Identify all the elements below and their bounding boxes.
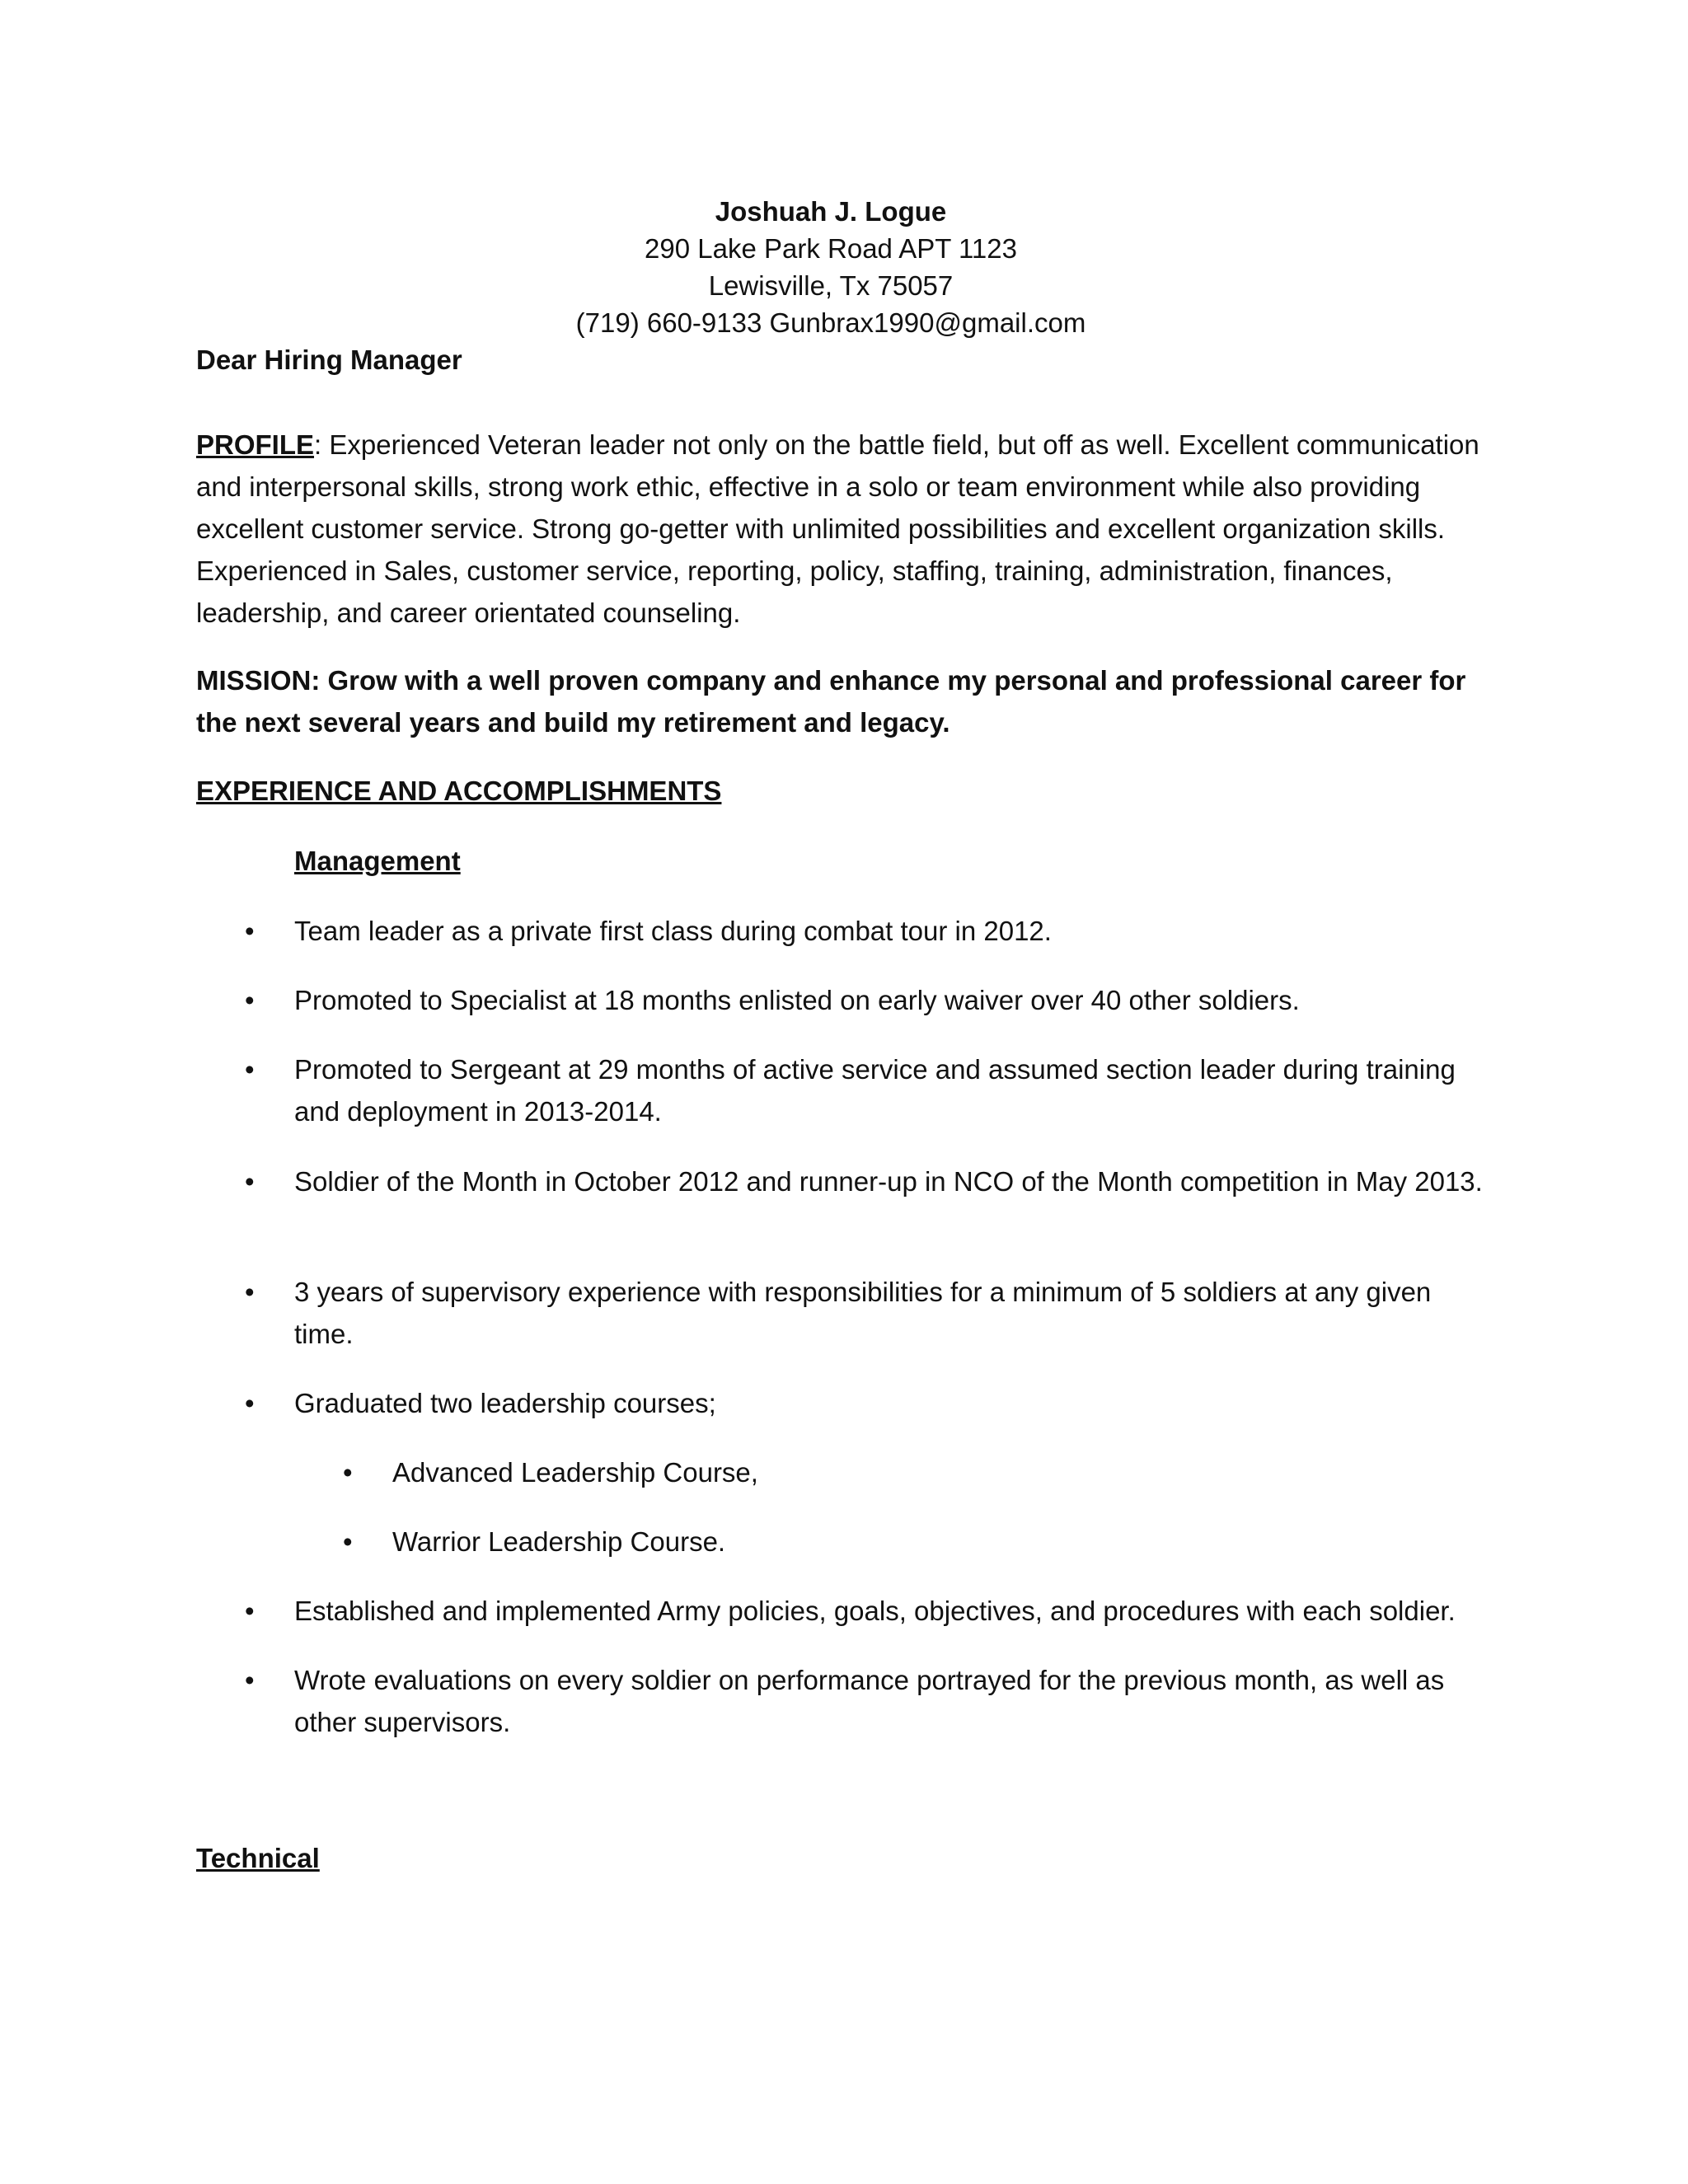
bullet-marker: •	[245, 916, 255, 946]
contact-line: (719) 660-9133 Gunbrax1990@gmail.com	[575, 307, 1086, 338]
sub-list-item	[343, 1451, 1489, 1493]
bullet-marker: •	[343, 1457, 353, 1488]
list-item-text: Promoted to Sergeant at 29 months of active service and assumed section leader during training and deployment in 2013-2014.	[294, 1054, 1456, 1127]
bullet-marker: •	[245, 1054, 255, 1085]
profile-paragraph	[196, 424, 1482, 634]
list-item	[245, 1659, 1489, 1743]
technical-heading: Technical	[196, 1843, 320, 1873]
list-item	[245, 1271, 1489, 1355]
list-item	[245, 979, 1489, 1021]
address-line-1: 290 Lake Park Road APT 1123	[645, 233, 1017, 264]
sub-list-item-text: Warrior Leadership Course.	[392, 1526, 726, 1557]
list-item-text: Soldier of the Month in October 2012 and runner-up in NCO of the Month competition in May 2013.	[294, 1166, 1483, 1197]
bullet-marker: •	[245, 1166, 255, 1197]
management-heading: Management	[294, 846, 461, 876]
bullet-marker: •	[245, 1388, 255, 1418]
list-item	[245, 910, 1489, 952]
sub-list-item-text: Advanced Leadership Course,	[392, 1457, 758, 1488]
mission-statement: MISSION: Grow with a well proven company and enhance my personal and professional career for the next several years and build my retirement and legacy.	[196, 665, 1466, 738]
experience-heading: EXPERIENCE AND ACCOMPLISHMENTS	[196, 776, 722, 806]
sub-list-item	[343, 1521, 1489, 1563]
list-item-text: Established and implemented Army policies, goals, objectives, and procedures with each soldier.	[294, 1596, 1456, 1626]
list-item-text: Team leader as a private first class during combat tour in 2012.	[294, 916, 1052, 946]
salutation: Dear Hiring Manager	[196, 344, 462, 375]
list-item	[245, 1590, 1489, 1632]
bullet-marker: •	[343, 1526, 353, 1557]
address-line-2: Lewisville, Tx 75057	[708, 270, 954, 301]
bullet-marker: •	[245, 985, 255, 1015]
list-item-text: Wrote evaluations on every soldier on performance portrayed for the previous month, as well as other supervisors.	[294, 1665, 1445, 1737]
list-item-text: Graduated two leadership courses;	[294, 1388, 716, 1418]
list-item	[245, 1160, 1489, 1202]
list-item	[245, 1048, 1489, 1132]
applicant-name: Joshuah J. Logue	[715, 196, 947, 227]
profile-label: PROFILE	[196, 429, 315, 460]
bullet-marker: •	[245, 1277, 255, 1307]
list-item-text: 3 years of supervisory experience with responsibilities for a minimum of 5 soldiers at any given time.	[294, 1277, 1432, 1349]
list-item	[245, 1382, 1489, 1424]
bullet-marker: •	[245, 1665, 255, 1695]
profile-text: : Experienced Veteran leader not only on the battle field, but off as well. Excellent communication and interpersonal skills, strong work ethic, effective in a solo or team environment while also providing excellent customer service. Strong go-getter with unlimited possibilities and excellent organization skills. Experienced in Sales, customer service, reporting, policy, staffing, training, administration, finances, leadership, and career orientated counseling.	[196, 429, 1479, 628]
bullet-marker: •	[245, 1596, 255, 1626]
contact-header	[0, 193, 1662, 341]
list-item-text: Promoted to Specialist at 18 months enlisted on early waiver over 40 other soldiers.	[294, 985, 1300, 1015]
